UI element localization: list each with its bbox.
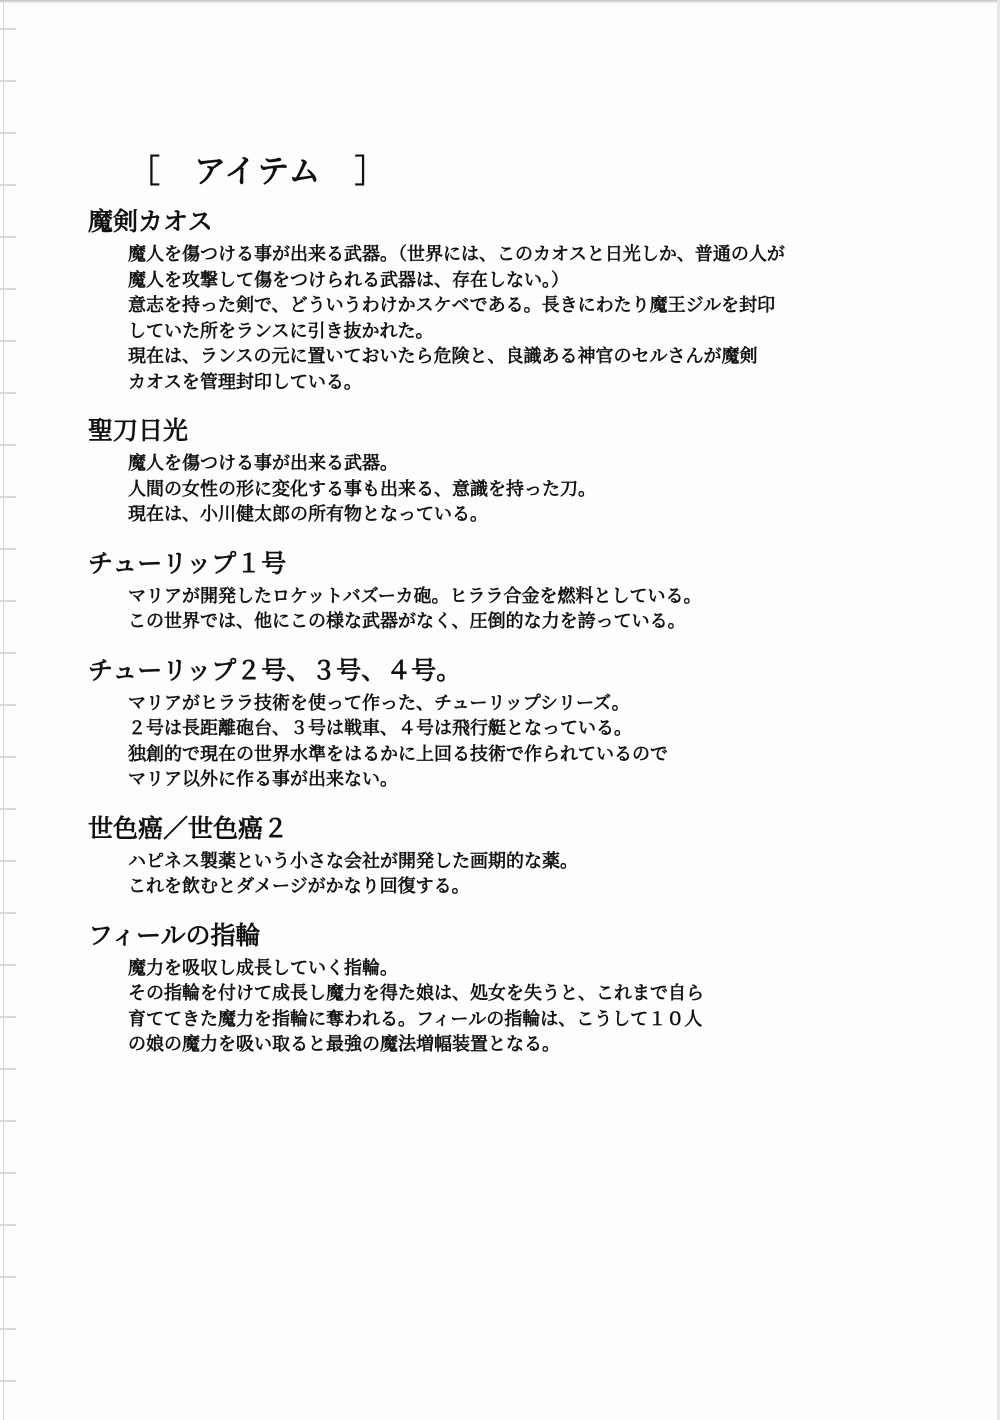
item-description-line: 人間の女性の形に変化する事も出来る、意識を持った刀。 [128, 478, 596, 500]
item-section-medicine [88, 811, 948, 900]
item-description-line: 現在は、小川健太郎の所有物となっている。 [128, 504, 488, 525]
item-description-line: 魔力を吸収し成長していく指輪。 [128, 957, 398, 979]
item-description-line: ２号は長距離砲台、３号は戦車、４号は飛行艇となっている。 [128, 718, 632, 739]
item-list [88, 204, 948, 1076]
item-section-ring [88, 918, 948, 1058]
page-top-edge [0, 0, 1000, 3]
item-title: チューリップ２号、３号、４号。 [88, 655, 462, 685]
item-description-line: ハピネス製薬という小さな会社が開発した画期的な薬。 [128, 850, 578, 872]
item-description-line: 魔人を攻撃して傷をつけられる武器は、存在しない。） [128, 269, 569, 291]
item-description-line: マリア以外に作る事が出来ない。 [128, 769, 398, 790]
item-title: 魔剣カオス [88, 207, 213, 236]
item-title: フィールの指輪 [88, 920, 261, 950]
item-section-tulip-1 [88, 546, 948, 635]
item-description-line: この世界では、他にこの様な武器がなく、圧倒的な力を誇っている。 [128, 611, 686, 632]
item-description-line: 意志を持った剣で、どういうわけかスケベである。長きにわたり魔王ジルを封印 [128, 295, 776, 316]
item-description-line: していた所をランスに引き抜かれた。 [128, 320, 434, 342]
item-description-line: これを飲むとダメージがかなり回復する。 [128, 876, 470, 897]
item-title: 聖刀日光 [88, 416, 189, 445]
item-description-line: 魔人を傷つける事が出来る武器。（世界には、このカオスと日光しか、普通の人が [128, 244, 785, 265]
page-title: ［ アイテム ］ [128, 152, 388, 190]
binding-line [3, 0, 4, 1420]
item-title: チューリップ１号 [88, 548, 287, 578]
item-description-line: 独創的で現在の世界水準をはるかに上回る技術で作られているので [128, 743, 668, 765]
item-description-line: マリアが開発したロケットバズーカ砲。ヒララ合金を燃料としている。 [128, 585, 702, 607]
item-section-chaos [88, 204, 948, 395]
item-description-line: の娘の魔力を吸い取ると最強の魔法増幅装置となる。 [128, 1034, 560, 1055]
item-description-line: 現在は、ランスの元に置いておいたら危険と、良識ある神官のセルさんが魔剣 [128, 346, 758, 367]
item-section-tulip-2-3-4 [88, 653, 948, 793]
item-title: 世色癌／世色癌２ [88, 813, 289, 843]
item-description-line: 育ててきた魔力を指輪に奪われる。フィールの指輪は、こうして１０人 [128, 1008, 703, 1030]
item-description-line: 魔人を傷つける事が出来る武器。 [128, 453, 398, 474]
item-description-line: カオスを管理封印している。 [128, 371, 362, 393]
item-description-line: マリアがヒララ技術を使って作った、チューリップシリーズ。 [128, 692, 630, 714]
item-description-line: その指輪を付けて成長し魔力を得た娘は、処女を失うと、これまで自ら [128, 983, 704, 1004]
item-section-nikko [88, 413, 948, 528]
